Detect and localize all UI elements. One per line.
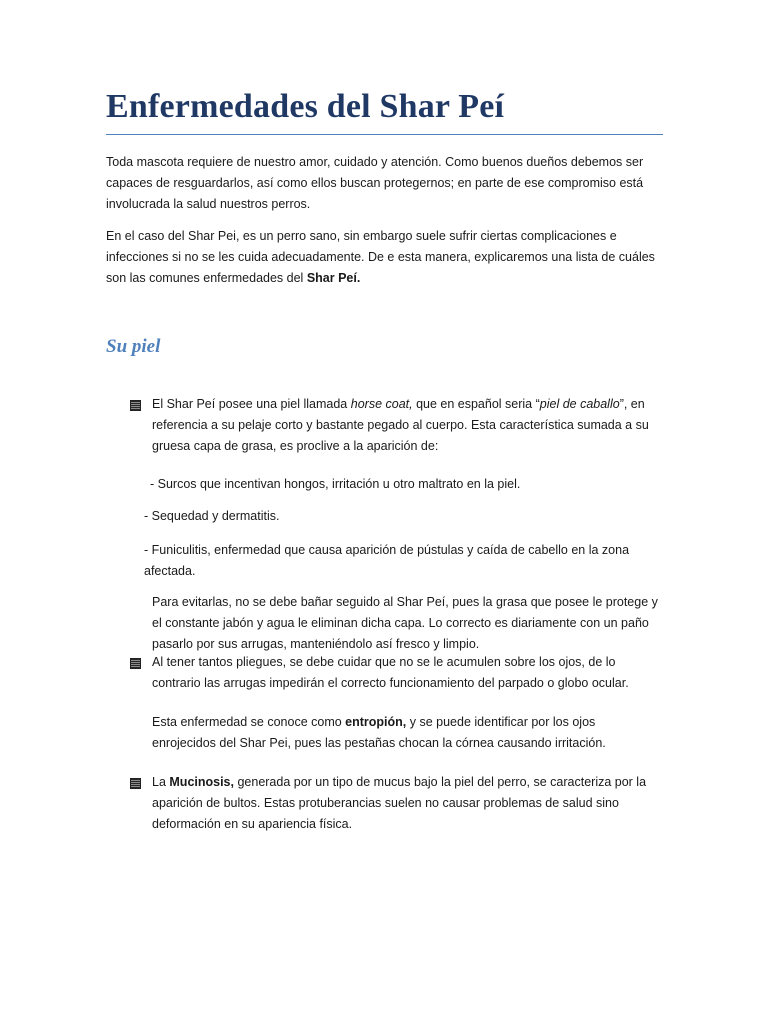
entropion-part-b: y se puede identificar por los ojos enrojecidos del Shar Pei, pues las pestañas chocan la córnea causando irritación. bbox=[152, 715, 606, 750]
document-title: Enfermedades del Shar Peí bbox=[106, 88, 505, 125]
list-item-mucinosis bbox=[130, 772, 660, 835]
square-bullet-icon bbox=[130, 778, 141, 789]
square-bullet-icon bbox=[130, 658, 141, 669]
bullet-3-text bbox=[152, 772, 660, 835]
paragraph-para-evitarlas: Para evitarlas, no se debe bañar seguido al Shar Peí, pues la grasa que posee le protege y el constante jabón y agua le eliminan dicha capa. Lo correcto es diariamente con un paño pasarlo por sus arrugas, manteniéndolo así fresco y limpio. bbox=[152, 595, 658, 651]
bullet-2-text: Al tener tantos pliegues, se debe cuidar que no se le acumulen sobre los ojos, de lo contrario las arrugas impedirán el correcto funcionamiento del parpado o globo ocular. bbox=[152, 655, 629, 690]
intro-paragraph-2-text: En el caso del Shar Pei, es un perro sano, sin embargo suele sufrir ciertas complicaciones e infecciones si no se les cuida adecuadamente. De e esta manera, explicaremos una lista de cuáles son las comunes enfermedades del bbox=[106, 229, 655, 285]
mucinosis-term: Mucinosis, bbox=[169, 775, 234, 789]
sub-item-surcos: - Surcos que incentivan hongos, irritación u otro maltrato en la piel. bbox=[150, 477, 521, 491]
paragraph-entropion bbox=[152, 712, 662, 754]
bullet-3-part-b: generada por un tipo de mucus bajo la piel del perro, se caracteriza por la aparición de bultos. Estas protuberancias suelen no causar problemas de salud sino deformación en su apariencia física. bbox=[152, 775, 647, 831]
bullet-1-text bbox=[152, 394, 660, 457]
list-item-horse-coat bbox=[130, 394, 660, 457]
bullet-1-italic-piel-de-caballo: piel de caballo bbox=[539, 397, 620, 411]
square-bullet-icon bbox=[130, 400, 141, 411]
entropion-term: entropión, bbox=[345, 715, 407, 729]
funiculitis-label: - Funiculitis bbox=[144, 543, 208, 557]
bullet-1-part-b: que en español seria “ bbox=[412, 397, 540, 411]
intro-paragraph-2-bold: Shar Peí. bbox=[306, 271, 361, 285]
bullet-3-part-a: La bbox=[152, 775, 170, 789]
title-underline bbox=[106, 134, 663, 135]
sub-item-funiculitis bbox=[144, 540, 664, 582]
list-item-pliegues bbox=[130, 652, 660, 694]
bullet-1-part-a: El Shar Peí posee una piel llamada bbox=[152, 397, 351, 411]
intro-paragraph-2 bbox=[106, 226, 666, 289]
entropion-part-a: Esta enfermedad se conoce como bbox=[152, 715, 346, 729]
intro-paragraph-1: Toda mascota requiere de nuestro amor, cuidado y atención. Como buenos dueños debemos ser capaces de resguardarlos, así como ellos buscan protegernos; en parte de ese compromiso está involucrada la salud nuestros perros. bbox=[106, 155, 644, 211]
section-heading: Su piel bbox=[106, 336, 161, 357]
bullet-1-part-c: ”, en referencia a su pelaje corto y bastante pegado al cuerpo. Esta característica sumada a su gruesa capa de grasa, es proclive a la aparición de: bbox=[152, 397, 649, 453]
funiculitis-description: , enfermedad que causa aparición de pústulas y caída de cabello en la zona afectada. bbox=[144, 543, 630, 578]
bullet-1-italic-horse-coat: horse coat, bbox=[350, 397, 413, 411]
sub-item-sequedad: - Sequedad y dermatitis. bbox=[144, 509, 280, 523]
